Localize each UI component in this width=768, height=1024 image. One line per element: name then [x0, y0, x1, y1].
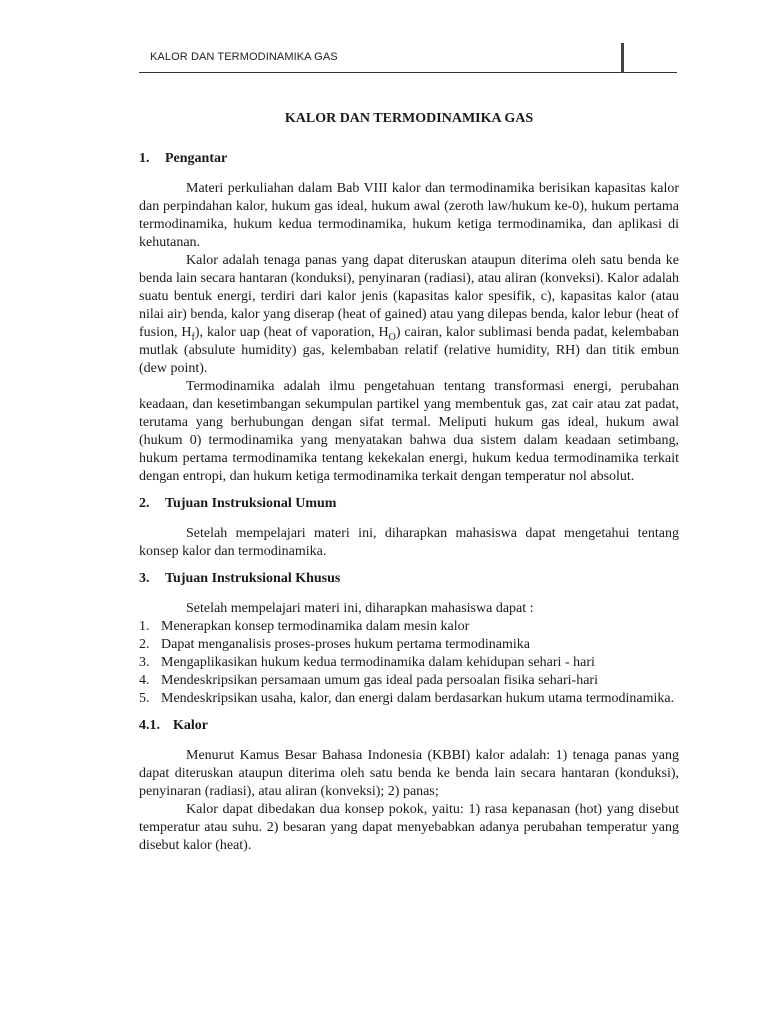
- section-heading-tik: [139, 570, 679, 588]
- paragraph-text: ) cairan, kalor sublimasi benda padat, kelembaban mutlak (absulute humidity) gas, kelembaban relatif (relative humidity, RH) dan titik embun (dew point).: [139, 325, 680, 376]
- section-heading-tiu: [139, 495, 679, 513]
- section-title: Kalor: [173, 718, 208, 733]
- paragraph-kalor-2: Kalor dapat dibedakan dua konsep pokok, yaitu: 1) rasa kepanasan (hot) yang disebut temperatur atau suhu. 2) besaran yang dapat menyebabkan adanya perubahan temperatur yang disebut kalor (heat).: [139, 802, 679, 853]
- objectives-list: [139, 618, 679, 708]
- list-item: [139, 636, 679, 654]
- list-number: 1.: [139, 619, 150, 634]
- section-heading-kalor: [139, 717, 679, 735]
- list-text: Menerapkan konsep termodinamika dalam mesin kalor: [161, 619, 470, 634]
- paragraph-text: ), kalor uap (heat of vaporation, H: [194, 325, 389, 340]
- running-header-title: KALOR DAN TERMODINAMIKA GAS: [150, 51, 338, 63]
- list-text: Mengaplikasikan hukum kedua termodinamika dalam kehidupan sehari - hari: [161, 655, 595, 670]
- section-title: Pengantar: [165, 151, 228, 166]
- section-number: 2.: [139, 496, 150, 511]
- paragraph-kalor-1: Menurut Kamus Besar Bahasa Indonesia (KBBI) kalor adalah: 1) tenaga panas yang dapat diteruskan ataupun diterima oleh satu benda ke benda lain secara hantaran (konduksi), penyinaran (radiasi), atau aliran (konveksi); 2) panas;: [139, 748, 679, 799]
- list-number: 3.: [139, 655, 150, 670]
- list-text: Mendeskripsikan persamaan umum gas ideal pada persoalan fisika sehari-hari: [161, 673, 598, 688]
- list-text: Mendeskripsikan usaha, kalor, dan energi dalam berdasarkan hukum utama termodinamika.: [161, 691, 675, 706]
- section-title: Tujuan Instruksional Khusus: [165, 571, 341, 586]
- section-number: 4.1.: [139, 718, 160, 733]
- list-number: 4.: [139, 673, 150, 688]
- section-title: Tujuan Instruksional Umum: [165, 496, 337, 511]
- paragraph-pengantar-3: Termodinamika adalah ilmu pengetahuan tentang transformasi energi, perubahan keadaan, dan kesetimbangan sekumpulan partikel yang membentuk gas, zat cair atau zat padat, terutama yang berhubungan dengan sifat termal. Meliputi hukum gas ideal, hukum awal (hukum 0) termodinamika yang menyatakan bahwa dua sistem dalam keadaan setimbang, hukum pertama termodinamika tentang kekekalan energi, hukum kedua termodinamika terkait dengan entropi, dan hukum ketiga termodinamika terkait dengan temperatur nol absolut.: [139, 379, 679, 484]
- paragraph-tik-intro: Setelah mempelajari materi ini, diharapkan mahasiswa dapat :: [186, 601, 534, 616]
- list-item: [139, 690, 679, 708]
- list-item: [139, 618, 679, 636]
- section-number: 1.: [139, 151, 150, 166]
- subscript: f: [191, 331, 195, 343]
- list-number: 5.: [139, 691, 150, 706]
- paragraph-tiu: Setelah mempelajari materi ini, diharapkan mahasiswa dapat mengetahui tentang konsep kalor dan termodinamika.: [139, 526, 679, 559]
- list-text: Dapat menganalisis proses-proses hukum pertama termodinamika: [161, 637, 530, 652]
- section-number: 3.: [139, 571, 150, 586]
- list-item: [139, 672, 679, 690]
- list-item: [139, 654, 679, 672]
- section-heading-pengantar: [139, 150, 679, 168]
- document-title: KALOR DAN TERMODINAMIKA GAS: [284, 111, 534, 126]
- paragraph-text: Kalor adalah tenaga panas yang dapat diteruskan ataupun diterima oleh satu benda ke benda lain secara hantaran (konduksi), penyinaran (radiasi), atau aliran (konveksi). Kalor adalah suatu bentuk energi, terdiri dari kalor jenis (kapasitas kalor spesifik, c), kapasitas kalor (atau nilai air) benda, kalor yang diserap (heat of gained) atau yang dilepas benda, kalor lebur (heat of fusion, H: [139, 253, 679, 340]
- paragraph-pengantar-1: Materi perkuliahan dalam Bab VIII kalor dan termodinamika berisikan kapasitas kalor dan perpindahan kalor, hukum gas ideal, hukum awal (zeroth law/hukum ke-0), hukum pertama termodinamika, hukum kedua termodinamika, hukum ketiga termodinamika, dan aplikasi di kehutanan.: [139, 181, 679, 250]
- running-header: [139, 50, 677, 73]
- paragraph-pengantar-2: [139, 252, 679, 378]
- subscript: O: [388, 331, 396, 343]
- document-body: [139, 110, 679, 855]
- header-vertical-bar: [621, 43, 624, 73]
- list-number: 2.: [139, 637, 150, 652]
